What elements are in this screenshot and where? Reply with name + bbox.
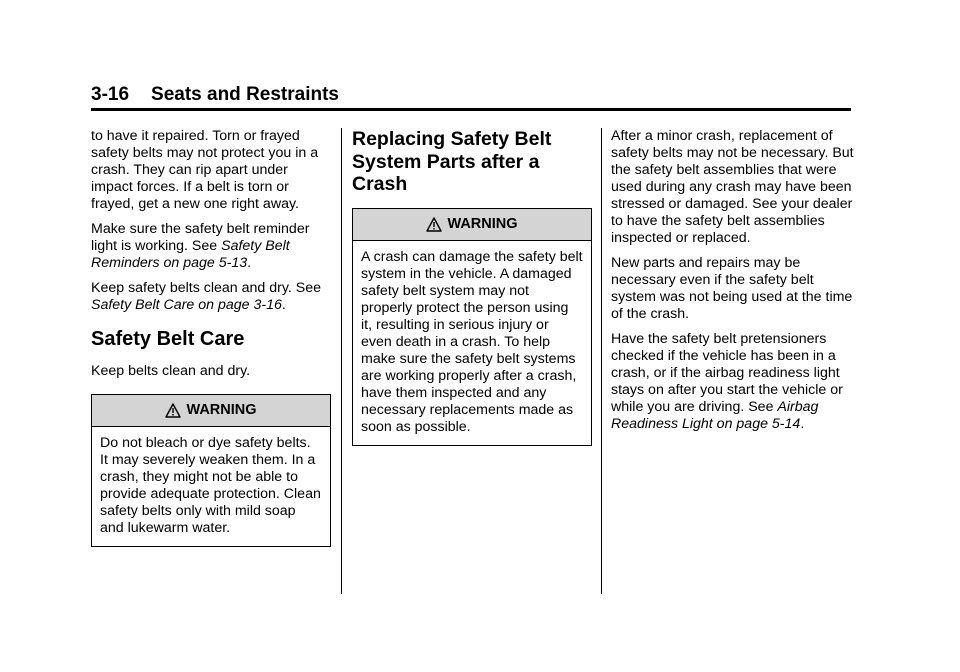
page-header: [91, 82, 851, 111]
warning-body: [353, 241, 591, 445]
paragraph-text: Make sure the safety belt reminder light is working. See: [91, 221, 310, 254]
warning-body: [92, 427, 330, 546]
warning-box: [91, 394, 331, 547]
paragraph: Keep belts clean and dry.: [91, 363, 251, 379]
column-divider: [341, 128, 342, 594]
warning-header: [92, 395, 330, 427]
warning-header: [353, 209, 591, 241]
warning-box: [352, 208, 592, 446]
paragraph-text: Have the safety belt pretensioners checked if the vehicle has been in a crash, or if the airbag readiness light stays on after you start the vehicle or while you are driving. See: [611, 331, 843, 415]
section-heading: Safety Belt Care: [91, 328, 245, 350]
column-divider: [601, 128, 602, 594]
paragraph: to have it repaired. Torn or frayed safety belts may not protect you in a crash. They can rip apart under impact forces. If a belt is torn or frayed, get a new one right away.: [91, 128, 319, 212]
warning-text: Do not bleach or dye safety belts. It may severely weaken them. In a crash, they might not be able to provide adequate protection. Clean safety belts only with mild soap and lukewarm water.: [100, 435, 321, 536]
section-heading: Replacing Safety Belt System Parts after a Crash: [352, 128, 552, 195]
section-title: Seats and Restraints: [151, 84, 339, 105]
paragraph: [91, 280, 331, 314]
paragraph-text: .: [281, 297, 286, 313]
paragraph-text: .: [800, 416, 805, 432]
warning-label: WARNING: [186, 402, 257, 418]
paragraph: [91, 221, 331, 272]
column-1: [91, 128, 331, 547]
paragraph-text: .: [247, 255, 252, 271]
warning-text: A crash can damage the safety belt system in the vehicle. A damaged safety belt system may not properly protect the person using it, resulting in serious injury or even death in a crash. To help make sure the safety belt systems are working properly after a crash, have them inspected and any necessary replacements made as soon as possible.: [361, 248, 583, 435]
paragraph: [611, 331, 856, 433]
cross-reference-link[interactable]: Safety Belt Reminders on page 5-13: [91, 238, 290, 271]
page-number: 3-16: [91, 84, 130, 105]
paragraph-text: Keep safety belts clean and dry. See: [91, 280, 322, 296]
cross-reference-link[interactable]: Airbag Readiness Light on page 5-14: [611, 399, 819, 432]
column-3: [611, 128, 856, 441]
column-2: [352, 128, 592, 446]
cross-reference-link[interactable]: Safety Belt Care on page 3-16: [91, 297, 282, 313]
warning-icon: [426, 217, 442, 232]
warning-icon: [165, 403, 181, 418]
warning-label: WARNING: [447, 215, 518, 232]
paragraph: After a minor crash, replacement of safety belts may not be necessary. But the safety belt assemblies that were used during any crash may have been stressed or damaged. See your dealer to have the safety belt assemblies inspected or replaced.: [611, 128, 854, 246]
paragraph: New parts and repairs may be necessary even if the safety belt system was not being used at the time of the crash.: [611, 255, 853, 322]
